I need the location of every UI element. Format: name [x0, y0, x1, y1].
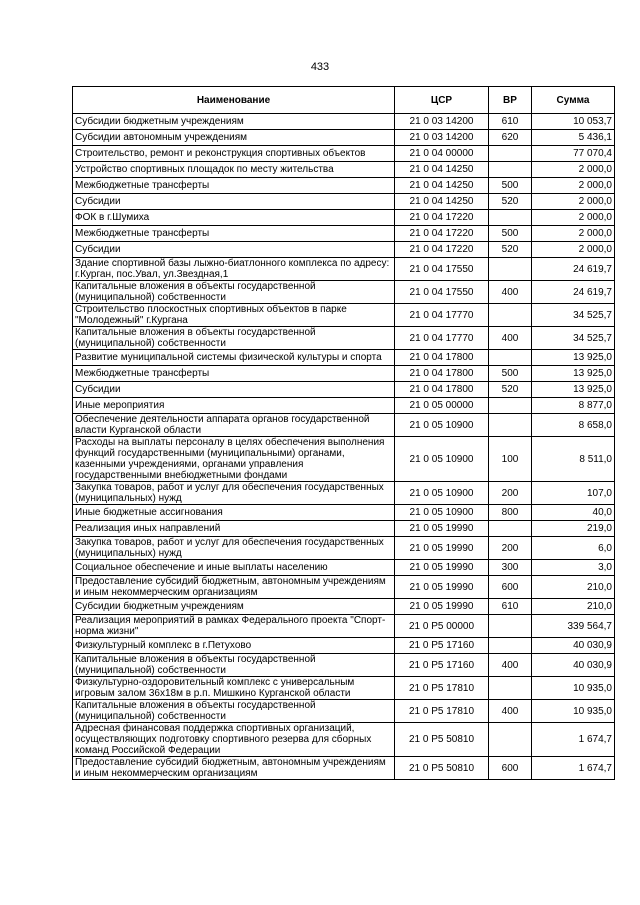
row-name-cell: Реализация иных направлений	[73, 521, 395, 537]
table-row	[73, 757, 615, 780]
table-row	[73, 194, 615, 210]
row-vr-cell: 610	[489, 599, 532, 615]
table-row	[73, 482, 615, 505]
table-row	[73, 537, 615, 560]
column-header-sum: Сумма	[532, 87, 615, 114]
table-row	[73, 304, 615, 327]
row-sum-cell: 40 030,9	[532, 654, 615, 677]
row-sum-cell: 77 070,4	[532, 146, 615, 162]
row-name-cell: Межбюджетные трансферты	[73, 178, 395, 194]
row-sum-cell: 13 925,0	[532, 366, 615, 382]
table-row	[73, 178, 615, 194]
row-csr-cell: 21 0 04 17220	[395, 210, 489, 226]
row-name-cell: Субсидии	[73, 194, 395, 210]
row-vr-cell	[489, 210, 532, 226]
row-csr-cell: 21 0 05 19990	[395, 537, 489, 560]
row-csr-cell: 21 0 03 14200	[395, 114, 489, 130]
row-csr-cell: 21 0 05 19990	[395, 599, 489, 615]
table-row	[73, 162, 615, 178]
row-name-cell: Субсидии бюджетным учреждениям	[73, 114, 395, 130]
row-name-cell: Физкультурный комплекс в г.Петухово	[73, 638, 395, 654]
row-sum-cell: 1 674,7	[532, 723, 615, 757]
row-name-cell: Строительство плоскостных спортивных объектов в парке "Молодежный" г.Кургана	[73, 304, 395, 327]
row-sum-cell: 40,0	[532, 505, 615, 521]
row-vr-cell: 500	[489, 178, 532, 194]
row-name-cell: Закупка товаров, работ и услуг для обеспечения государственных (муниципальных) нужд	[73, 537, 395, 560]
row-name-cell: Субсидии	[73, 242, 395, 258]
row-sum-cell: 210,0	[532, 599, 615, 615]
table-row	[73, 242, 615, 258]
row-name-cell: Иные бюджетные ассигнования	[73, 505, 395, 521]
row-csr-cell: 21 0 04 17220	[395, 226, 489, 242]
table-row	[73, 576, 615, 599]
row-csr-cell: 21 0 04 14250	[395, 178, 489, 194]
row-sum-cell: 339 564,7	[532, 615, 615, 638]
row-vr-cell: 200	[489, 537, 532, 560]
row-csr-cell: 21 0 04 17800	[395, 350, 489, 366]
row-csr-cell: 21 0 04 17550	[395, 281, 489, 304]
row-name-cell: Межбюджетные трансферты	[73, 226, 395, 242]
row-name-cell: Адресная финансовая поддержка спортивных организаций, осуществляющих подготовку спортивного резерва для сборных команд Российской Федерации	[73, 723, 395, 757]
row-vr-cell: 400	[489, 700, 532, 723]
table-row	[73, 560, 615, 576]
table-row	[73, 414, 615, 437]
row-vr-cell	[489, 304, 532, 327]
row-name-cell: Иные мероприятия	[73, 398, 395, 414]
row-csr-cell: 21 0 Р5 17810	[395, 700, 489, 723]
row-sum-cell: 10 935,0	[532, 677, 615, 700]
row-name-cell: Субсидии автономным учреждениям	[73, 130, 395, 146]
row-sum-cell: 8 658,0	[532, 414, 615, 437]
table-row	[73, 654, 615, 677]
row-name-cell: Капитальные вложения в объекты государственной (муниципальной) собственности	[73, 281, 395, 304]
row-csr-cell: 21 0 05 10900	[395, 482, 489, 505]
row-sum-cell: 13 925,0	[532, 382, 615, 398]
row-csr-cell: 21 0 Р5 50810	[395, 757, 489, 780]
row-sum-cell: 13 925,0	[532, 350, 615, 366]
row-csr-cell: 21 0 Р5 00000	[395, 615, 489, 638]
row-sum-cell: 6,0	[532, 537, 615, 560]
table-row	[73, 366, 615, 382]
row-csr-cell: 21 0 05 10900	[395, 505, 489, 521]
table-row	[73, 130, 615, 146]
row-name-cell: Закупка товаров, работ и услуг для обеспечения государственных (муниципальных) нужд	[73, 482, 395, 505]
row-csr-cell: 21 0 05 19990	[395, 521, 489, 537]
row-vr-cell	[489, 162, 532, 178]
budget-table	[72, 86, 615, 780]
row-vr-cell: 200	[489, 482, 532, 505]
table-row	[73, 114, 615, 130]
row-csr-cell: 21 0 Р5 17810	[395, 677, 489, 700]
table-row	[73, 677, 615, 700]
row-sum-cell: 10 935,0	[532, 700, 615, 723]
row-sum-cell: 2 000,0	[532, 194, 615, 210]
row-sum-cell: 2 000,0	[532, 226, 615, 242]
column-header-csr: ЦСР	[395, 87, 489, 114]
row-vr-cell	[489, 615, 532, 638]
row-name-cell: Межбюджетные трансферты	[73, 366, 395, 382]
row-name-cell: Капитальные вложения в объекты государственной (муниципальной) собственности	[73, 654, 395, 677]
row-vr-cell	[489, 521, 532, 537]
row-name-cell: Строительство, ремонт и реконструкция спортивных объектов	[73, 146, 395, 162]
row-csr-cell: 21 0 04 14250	[395, 194, 489, 210]
table-row	[73, 599, 615, 615]
column-header-vr: ВР	[489, 87, 532, 114]
row-csr-cell: 21 0 Р5 17160	[395, 654, 489, 677]
row-name-cell: Развитие муниципальной системы физической культуры и спорта	[73, 350, 395, 366]
row-csr-cell: 21 0 Р5 17160	[395, 638, 489, 654]
row-name-cell: Реализация мероприятий в рамках Федерального проекта "Спорт-норма жизни"	[73, 615, 395, 638]
row-name-cell: Субсидии бюджетным учреждениям	[73, 599, 395, 615]
table-row	[73, 398, 615, 414]
table-row	[73, 382, 615, 398]
row-vr-cell	[489, 677, 532, 700]
row-sum-cell: 34 525,7	[532, 327, 615, 350]
row-csr-cell: 21 0 05 00000	[395, 398, 489, 414]
row-name-cell: Здание спортивной базы лыжно-биатлонного комплекса по адресу: г.Курган, пос.Увал, ул.Звездная,1	[73, 258, 395, 281]
row-sum-cell: 10 053,7	[532, 114, 615, 130]
row-vr-cell: 520	[489, 194, 532, 210]
table-header-row	[73, 87, 615, 114]
row-vr-cell: 600	[489, 757, 532, 780]
row-vr-cell	[489, 398, 532, 414]
row-vr-cell: 500	[489, 366, 532, 382]
table-row	[73, 146, 615, 162]
row-sum-cell: 2 000,0	[532, 162, 615, 178]
row-sum-cell: 2 000,0	[532, 178, 615, 194]
row-csr-cell: 21 0 04 17550	[395, 258, 489, 281]
row-csr-cell: 21 0 04 17800	[395, 366, 489, 382]
row-vr-cell: 100	[489, 437, 532, 482]
row-vr-cell: 520	[489, 242, 532, 258]
table-row	[73, 638, 615, 654]
row-csr-cell: 21 0 05 10900	[395, 437, 489, 482]
row-name-cell: Предоставление субсидий бюджетным, автономным учреждениям и иным некоммерческим организациям	[73, 757, 395, 780]
table-row	[73, 615, 615, 638]
row-csr-cell: 21 0 04 00000	[395, 146, 489, 162]
table-row	[73, 521, 615, 537]
row-csr-cell: 21 0 05 10900	[395, 414, 489, 437]
row-vr-cell	[489, 638, 532, 654]
table-row	[73, 723, 615, 757]
row-vr-cell: 610	[489, 114, 532, 130]
row-name-cell: Социальное обеспечение и иные выплаты населению	[73, 560, 395, 576]
row-vr-cell: 600	[489, 576, 532, 599]
row-name-cell: Устройство спортивных площадок по месту жительства	[73, 162, 395, 178]
row-name-cell: Капитальные вложения в объекты государственной (муниципальной) собственности	[73, 700, 395, 723]
table-row	[73, 226, 615, 242]
row-sum-cell: 24 619,7	[532, 258, 615, 281]
row-sum-cell: 3,0	[532, 560, 615, 576]
table-row	[73, 258, 615, 281]
row-name-cell: Физкультурно-оздоровительный комплекс с универсальным игровым залом 36x18м в р.п. Мишкино Курганской области	[73, 677, 395, 700]
row-csr-cell: 21 0 Р5 50810	[395, 723, 489, 757]
row-vr-cell: 500	[489, 226, 532, 242]
row-sum-cell: 24 619,7	[532, 281, 615, 304]
row-vr-cell: 800	[489, 505, 532, 521]
row-name-cell: Расходы на выплаты персоналу в целях обеспечения выполнения функций государственными (муниципальными) органами, казенными учреждениями, органами управления государственными внебюджетными фондами	[73, 437, 395, 482]
table-row	[73, 350, 615, 366]
row-sum-cell: 210,0	[532, 576, 615, 599]
row-name-cell: Предоставление субсидий бюджетным, автономным учреждениям и иным некоммерческим организациям	[73, 576, 395, 599]
row-sum-cell: 107,0	[532, 482, 615, 505]
row-csr-cell: 21 0 04 17770	[395, 304, 489, 327]
row-name-cell: ФОК в г.Шумиха	[73, 210, 395, 226]
row-vr-cell	[489, 414, 532, 437]
row-vr-cell	[489, 146, 532, 162]
row-vr-cell: 300	[489, 560, 532, 576]
row-name-cell: Капитальные вложения в объекты государственной (муниципальной) собственности	[73, 327, 395, 350]
table-row	[73, 505, 615, 521]
row-sum-cell: 40 030,9	[532, 638, 615, 654]
table-row	[73, 281, 615, 304]
row-vr-cell: 400	[489, 654, 532, 677]
row-csr-cell: 21 0 03 14200	[395, 130, 489, 146]
row-sum-cell: 1 674,7	[532, 757, 615, 780]
row-csr-cell: 21 0 04 17220	[395, 242, 489, 258]
row-csr-cell: 21 0 04 14250	[395, 162, 489, 178]
row-vr-cell: 520	[489, 382, 532, 398]
row-vr-cell	[489, 350, 532, 366]
row-vr-cell	[489, 723, 532, 757]
row-name-cell: Обеспечение деятельности аппарата органов государственной власти Курганской области	[73, 414, 395, 437]
row-sum-cell: 219,0	[532, 521, 615, 537]
row-sum-cell: 8 877,0	[532, 398, 615, 414]
row-csr-cell: 21 0 05 19990	[395, 560, 489, 576]
table-body	[73, 114, 615, 780]
row-vr-cell: 400	[489, 327, 532, 350]
table-row	[73, 700, 615, 723]
row-sum-cell: 34 525,7	[532, 304, 615, 327]
row-sum-cell: 8 511,0	[532, 437, 615, 482]
row-sum-cell: 2 000,0	[532, 242, 615, 258]
row-sum-cell: 2 000,0	[532, 210, 615, 226]
row-name-cell: Субсидии	[73, 382, 395, 398]
row-vr-cell: 620	[489, 130, 532, 146]
row-vr-cell: 400	[489, 281, 532, 304]
column-header-name: Наименование	[73, 87, 395, 114]
table-row	[73, 210, 615, 226]
row-csr-cell: 21 0 04 17770	[395, 327, 489, 350]
page-number: 433	[310, 61, 330, 73]
row-sum-cell: 5 436,1	[532, 130, 615, 146]
table-row	[73, 437, 615, 482]
table-row	[73, 327, 615, 350]
row-csr-cell: 21 0 04 17800	[395, 382, 489, 398]
row-csr-cell: 21 0 05 19990	[395, 576, 489, 599]
row-vr-cell	[489, 258, 532, 281]
